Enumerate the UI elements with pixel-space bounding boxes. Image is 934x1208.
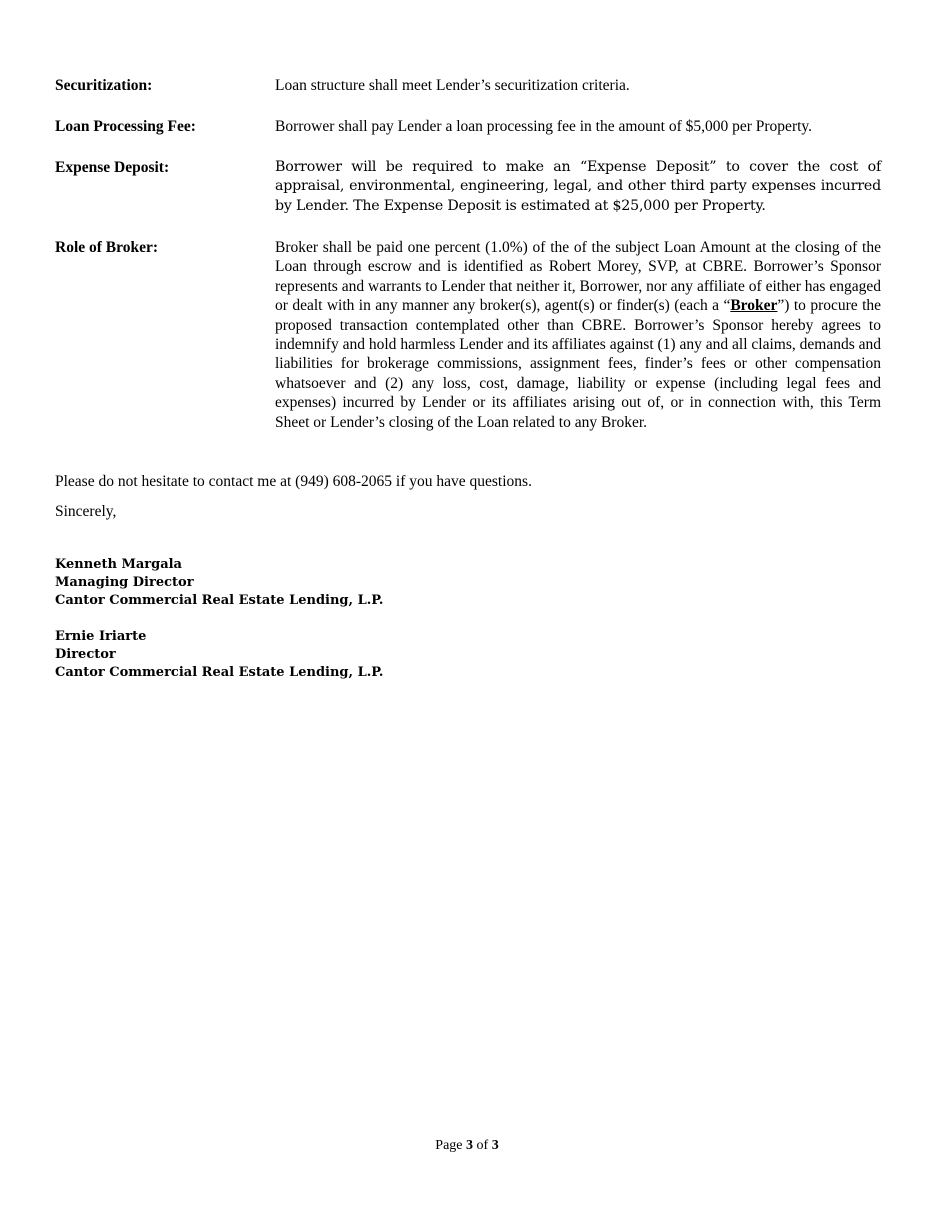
term-label: Role of Broker: [55, 239, 159, 256]
signatory-company: Cantor Commercial Real Estate Lending, L.P. [55, 593, 384, 608]
term-role-of-broker [55, 238, 881, 453]
term-label: Loan Processing Fee: [55, 118, 196, 135]
signatory-block [55, 628, 383, 682]
of-word: of [476, 1138, 489, 1153]
term-label: Securitization: [55, 77, 153, 94]
term-text: Borrower will be required to make an “Expense Deposit” to cover the cost of appraisal, environmental, engineering, legal, and other third party expenses incurred by Lender. The Expense Deposit is estimated at $25,000 per Property. [275, 159, 881, 214]
page-number [0, 1138, 934, 1154]
signatory-title: Director [55, 647, 116, 662]
term-securitization [55, 76, 881, 96]
page-total: 3 [491, 1138, 499, 1153]
term-text: Borrower shall pay Lender a loan processing fee in the amount of $5,000 per Property. [275, 118, 813, 135]
signatory-company: Cantor Commercial Real Estate Lending, L.P. [55, 665, 384, 680]
signatory-name: Ernie Iriarte [55, 629, 147, 644]
signatory-block [55, 556, 383, 610]
term-text-part1: Broker shall be paid one percent (1.0%) of the of the subject Loan Amount at the closing of the Loan through escrow and is identified as Robert Morey, SVP, at CBRE. Borrower’s Sponsor represents and warrants to Lender that neither it, Borrower, nor any affiliate of either has engaged or dealt with in any manner any broker(s), agent(s) or finder(s) (each a “ [275, 239, 881, 315]
page-word: Page [435, 1138, 463, 1153]
term-text-part2: ”) to procure the proposed transaction contemplated other than CBRE. Borrower’s Sponsor hereby agrees to indemnify and hold harmless Lender and its affiliates against (1) any and all claims, demands and liabilities for brokerage commissions, assignment fees, finder’s fees or other compensation whatsoever and (2) any loss, cost, damage, liability or expense (including legal fees and expenses) incurred by Lender or its affiliates arising out of, or in connection with, this Term Sheet or Lender’s closing of the Loan related to any Broker. [275, 297, 882, 431]
signatory-name: Kenneth Margala [55, 557, 182, 572]
term-text: Loan structure shall meet Lender’s securitization criteria. [275, 77, 630, 94]
salutation: Sincerely, [55, 503, 117, 520]
term-loan-processing-fee [55, 117, 881, 137]
term-expense-deposit [55, 158, 881, 218]
contact-line: Please do not hesitate to contact me at (949) 608-2065 if you have questions. [55, 473, 532, 490]
defined-term-broker: Broker [730, 297, 778, 315]
term-label: Expense Deposit: [55, 159, 170, 176]
term-text [275, 238, 881, 432]
page-current: 3 [466, 1138, 474, 1153]
signatory-title: Managing Director [55, 575, 194, 590]
